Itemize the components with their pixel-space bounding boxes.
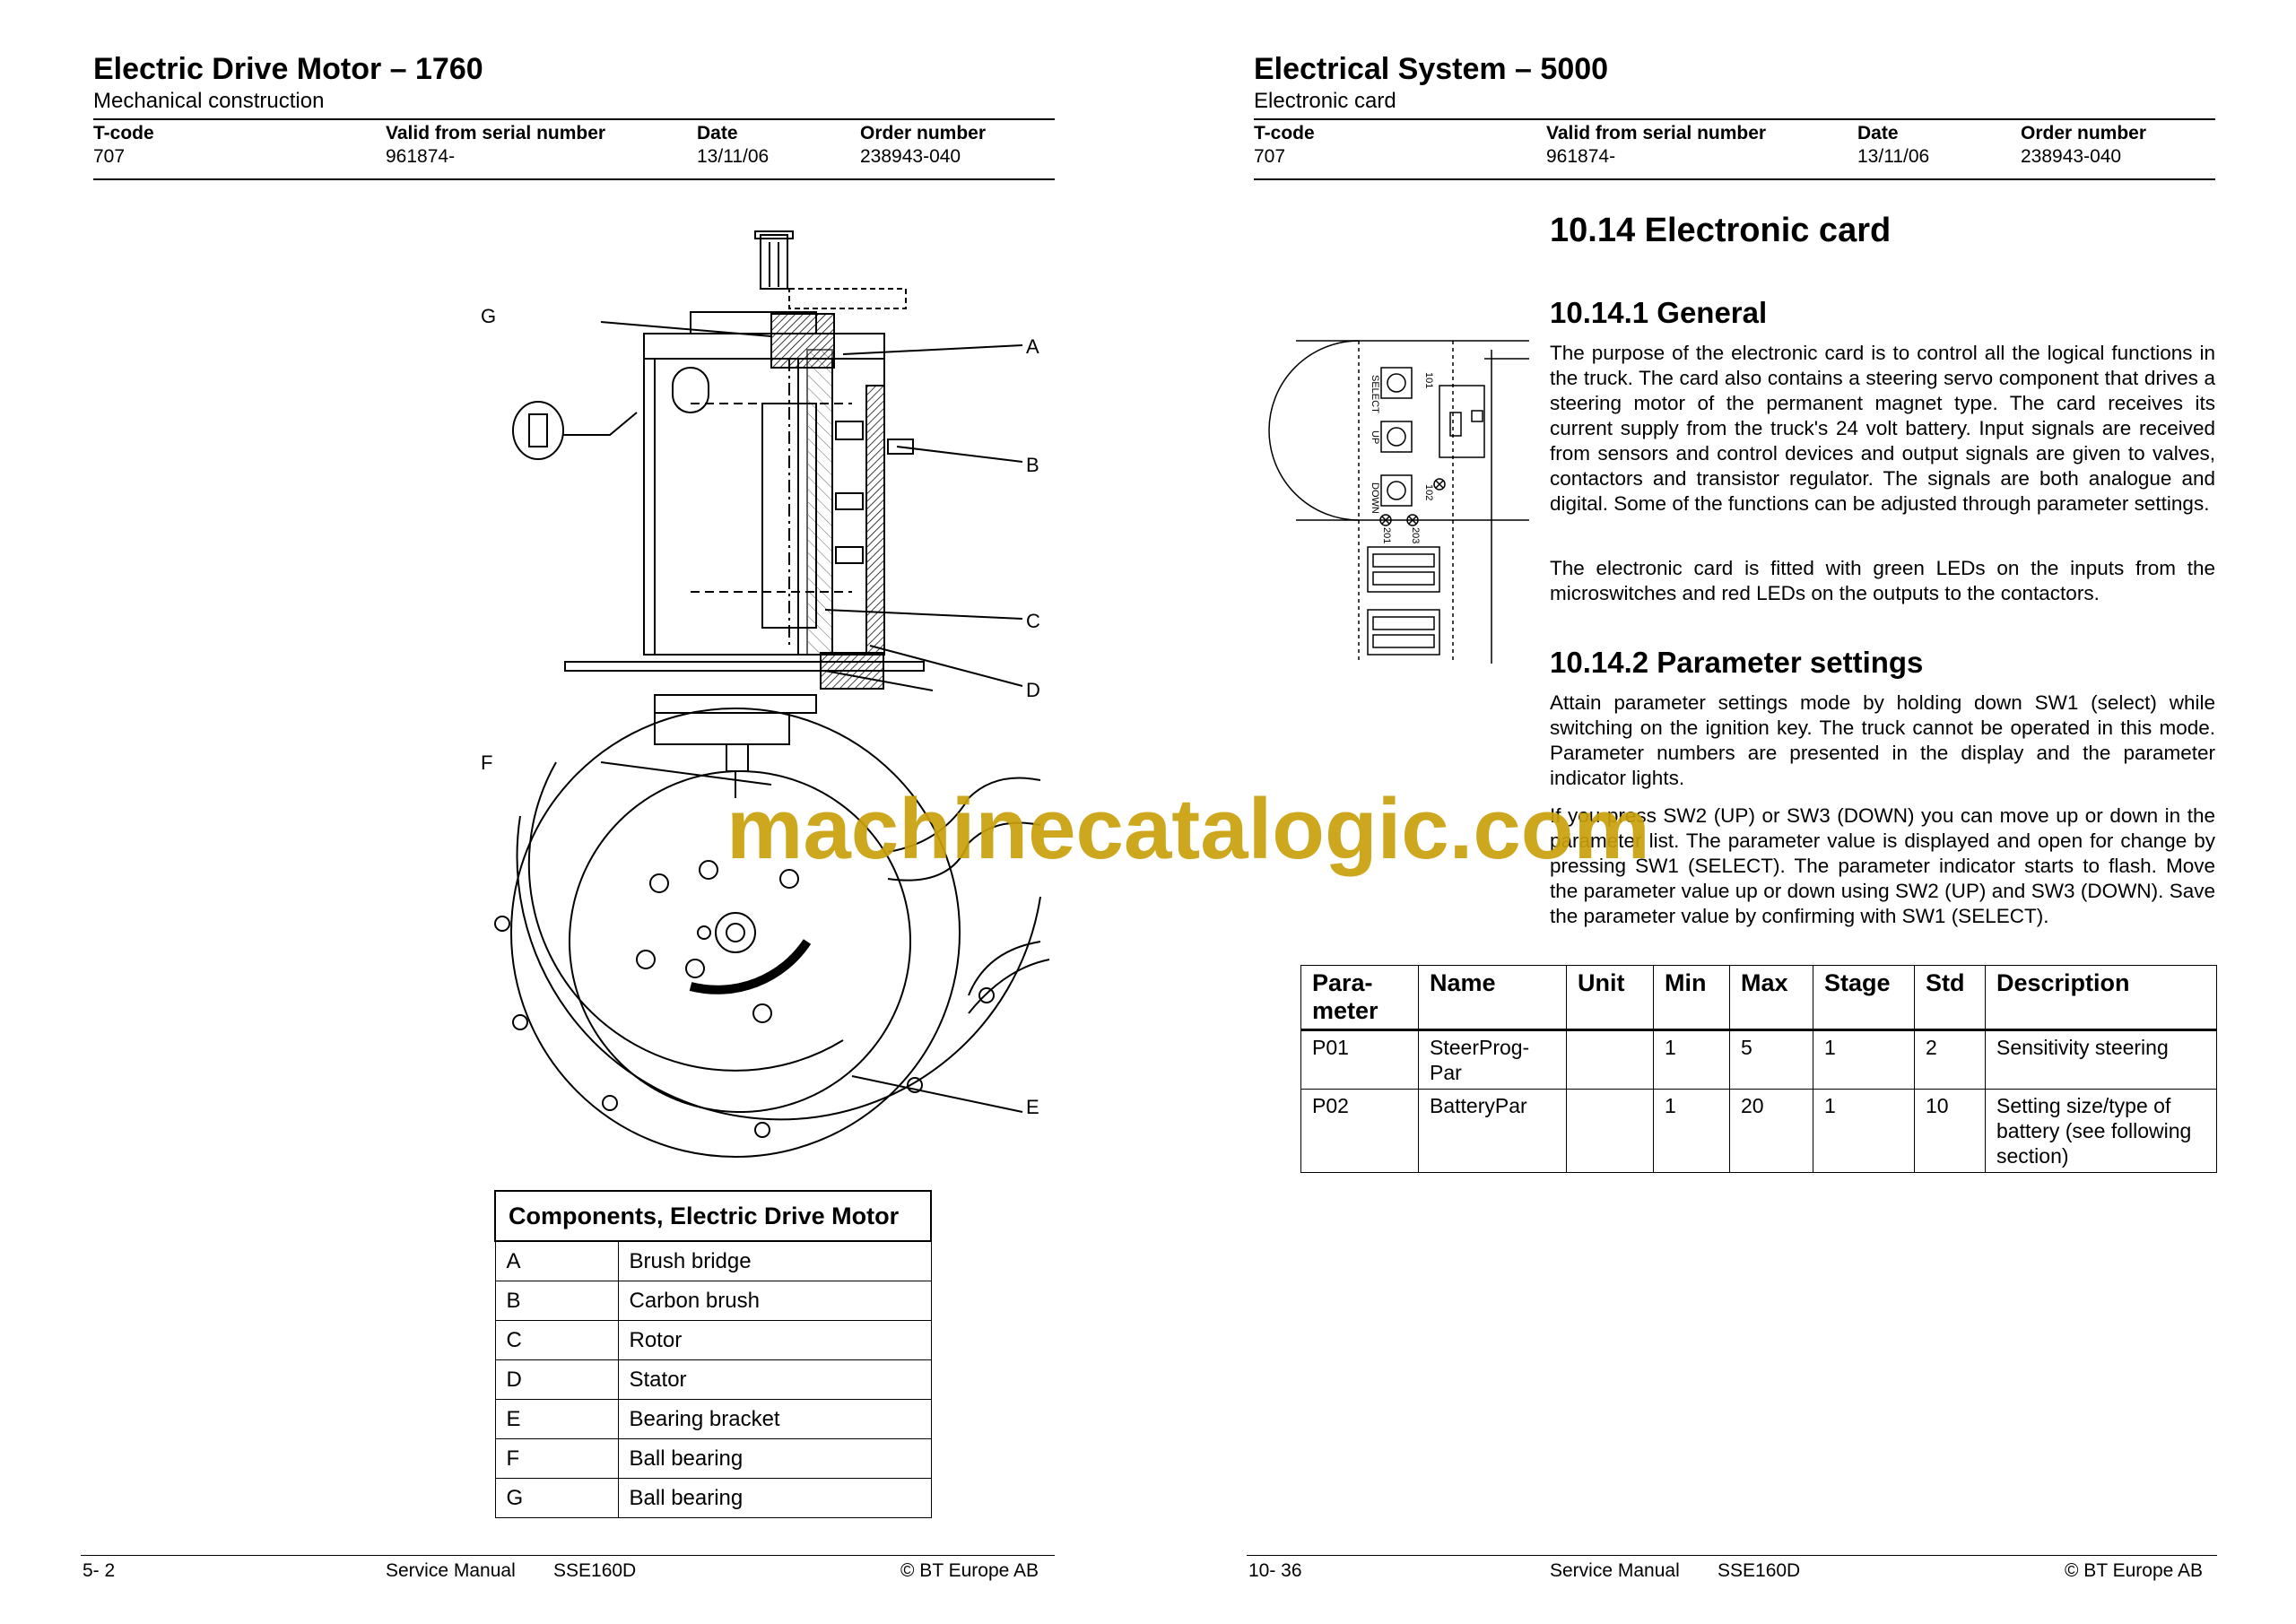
table-row: E Bearing bracket [495,1400,931,1439]
footer-manual: Service Manual [386,1560,516,1581]
electronic-card-drawing [1260,323,1529,682]
section-title: 10.14 Electronic card [1550,212,1892,249]
general-heading: 10.14.1 General [1550,296,1768,329]
footer-rule [1247,1555,2217,1556]
table-row: D Stator [495,1360,931,1400]
meta-order-header: Order number [2021,123,2147,143]
parameter-settings-heading: 10.14.2 Parameter settings [1550,646,1924,679]
header-rule [1254,118,2215,120]
watermark-text: machinecatalogic.com [726,781,1650,877]
parameter-table [1300,965,2217,1173]
meta-tcode: 707 [1254,146,1286,167]
meta-tcode: 707 [93,146,126,167]
general-paragraph-1: The purpose of the electronic card is to control all the logical functions in the truck. The card also contains a steering servo component that drives a steering motor of the permanent magnet type. The card receives its current supply from the truck's 24 volt battery. Input signals are received from sensors and control devices and output signals are given to valves, contactors and transistor regulator. The signals are both analogue and digital. Some of the functions can be adjusted through parameter settings. [1550,342,2215,515]
callout-f: F [481,751,493,774]
card-label-102: 102 [1423,484,1434,501]
page-title: Electric Drive Motor – 1760 [93,52,483,86]
header-rule [93,118,1055,120]
callout-a: A [1026,335,1039,358]
card-label-select: SELECT [1370,375,1380,413]
footer-rule [81,1555,1055,1556]
table-row: P01 SteerProg- Par 1 5 1 2 Sensitivity steering [1301,1030,2217,1090]
page-title: Electrical System – 5000 [1254,52,1609,86]
footer-model: SSE160D [553,1560,637,1581]
components-header: Components, Electric Drive Motor [495,1191,931,1241]
meta-rule [93,178,1055,180]
card-label-101: 101 [1423,372,1434,389]
general-paragraph-2: The electronic card is fitted with green LEDs on the inputs from the microswitches and red LEDs on the outputs to the contactors. [1550,557,2215,604]
meta-serial-header: Valid from serial number [386,123,606,143]
meta-rule [1254,178,2215,180]
meta-date: 13/11/06 [1857,146,1930,167]
footer-copyright: © BT Europe AB [2065,1560,2204,1581]
meta-serial: 961874- [1546,146,1616,167]
parameter-paragraph-2: If you press SW2 (UP) or SW3 (DOWN) you can move up or down in the parameter list. The parameter value is displayed and open for change by pressing SW1 (SELECT). The parameter indicator starts to flash. Move the parameter value up or down using SW2 (UP) and SW3 (DOWN). Save the parameter value by confirming with SW1 (SELECT). [1550,804,2215,927]
meta-serial: 961874- [386,146,456,167]
table-header-row: Para- meter Name Unit Min Max Stage Std Description [1301,966,2217,1030]
table-row: P02 BatteryPar 1 20 1 10 Setting size/type of battery (see following section) [1301,1090,2217,1173]
table-row: A Brush bridge [495,1241,931,1281]
page-subtitle: Electronic card [1254,89,1396,113]
footer-page-number: 10- 36 [1248,1560,1302,1581]
motor-drawing [466,224,1058,1166]
table-row: B Carbon brush [495,1281,931,1321]
meta-order: 238943-040 [2021,146,2122,167]
footer-page-number: 5- 2 [83,1560,116,1581]
footer-manual: Service Manual [1550,1560,1680,1581]
parameter-paragraph-1: Attain parameter settings mode by holding down SW1 (select) while switching on the ignition key. The truck cannot be operated in this mode. Parameter numbers are presented in the display and the parameter indicator lights. [1550,691,2215,789]
page-subtitle: Mechanical construction [93,89,325,113]
footer-model: SSE160D [1718,1560,1801,1581]
meta-order: 238943-040 [860,146,961,167]
meta-date-header: Date [1857,123,1899,143]
meta-tcode-header: T-code [93,123,154,143]
table-row: F Ball bearing [495,1439,931,1479]
callout-c: C [1026,610,1040,632]
callout-g: G [481,305,497,327]
meta-tcode-header: T-code [1254,123,1315,143]
footer-copyright: © BT Europe AB [900,1560,1039,1581]
callout-b: B [1026,454,1039,476]
meta-date: 13/11/06 [697,146,770,167]
card-label-down: DOWN [1370,482,1380,514]
meta-date-header: Date [697,123,738,143]
callout-d: D [1026,679,1040,701]
meta-serial-header: Valid from serial number [1546,123,1767,143]
meta-order-header: Order number [860,123,987,143]
card-label-201: 201 [1381,527,1392,544]
table-row: C Rotor [495,1321,931,1360]
components-table [494,1190,932,1518]
table-row: G Ball bearing [495,1479,931,1518]
callout-e: E [1026,1096,1039,1118]
card-label-up: UP [1370,430,1380,445]
card-label-203: 203 [1410,527,1421,544]
